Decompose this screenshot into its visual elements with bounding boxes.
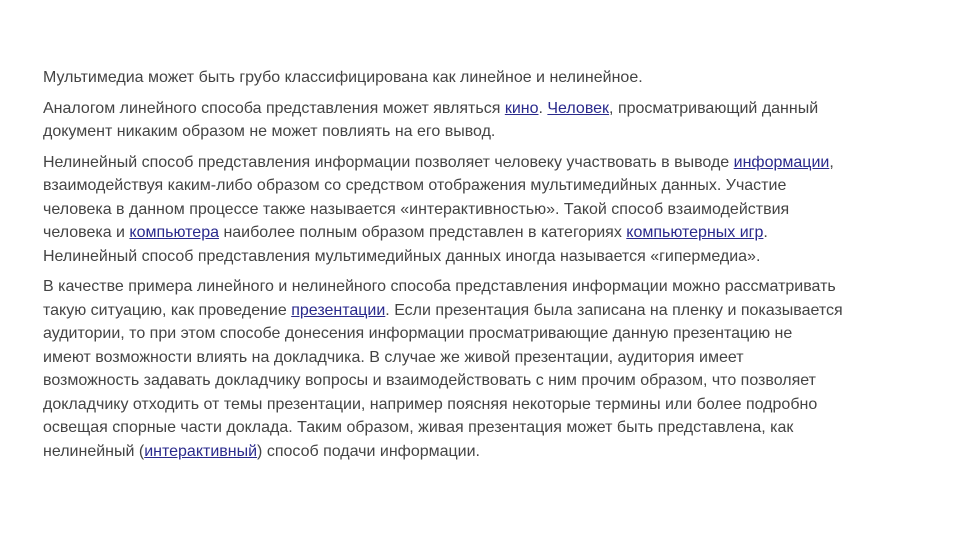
text-segment: человека и (43, 224, 130, 241)
hyperlink[interactable]: интерактивный (144, 442, 258, 460)
hyperlink[interactable]: компьютера (129, 224, 219, 241)
text-segment: нелинейный ( (43, 442, 145, 460)
hyperlink[interactable]: Человек (547, 99, 610, 117)
text-segment: . (763, 224, 768, 241)
text-line (43, 369, 920, 393)
text-line (43, 322, 920, 346)
text-segment: наиболее полным образом представлен в категориях (219, 224, 627, 241)
text-segment: документ никаким образом не может повлиять на его вывод. (43, 123, 496, 140)
text-segment: Нелинейный способ представления информации позволяет человеку участвовать в выводе (43, 153, 734, 171)
text-line (43, 346, 920, 370)
text-segment: имеют возможности влиять на докладчика. В случае же живой презентации, аудитория имеет (43, 348, 744, 366)
text-line (43, 120, 920, 144)
text-line (43, 151, 920, 175)
text-line (43, 174, 920, 198)
text-segment: взаимодействуя каким-либо образом со средством отображения мультимедийных данных. Участие (43, 177, 787, 194)
text-line (43, 66, 920, 90)
text-segment: ) способ подачи информации. (257, 442, 480, 460)
paragraph-3 (43, 151, 920, 269)
hyperlink[interactable]: презентации (291, 301, 386, 319)
text-line (43, 393, 920, 417)
text-segment: . Если презентация была записана на пленку и показывается (385, 301, 843, 319)
text-line (43, 275, 920, 299)
text-segment: аудитории, то при этом способе донесения информации просматривающие данную презентацию не (43, 325, 793, 342)
hyperlink[interactable]: информации (733, 153, 830, 171)
text-line (43, 198, 920, 222)
text-segment: такую ситуацию, как проведение (43, 301, 292, 319)
text-line (43, 299, 920, 323)
text-segment: Нелинейный способ представления мультимедийных данных иногда называется «гипермедиа». (43, 247, 761, 265)
text-segment: Аналогом линейного способа представления может являться (43, 99, 505, 117)
text-segment: . (538, 99, 548, 117)
text-segment: возможность задавать докладчику вопросы и взаимодействовать с ним прочим образом, что позволяет (43, 372, 816, 389)
text-line (43, 416, 920, 440)
paragraph-2 (43, 97, 920, 144)
text-line (43, 97, 920, 121)
text-line (43, 221, 920, 245)
hyperlink[interactable]: компьютерных игр (626, 224, 764, 241)
paragraph-1 (43, 66, 920, 90)
text-segment: В качестве примера линейного и нелинейного способа представления информации можно рассматривать (43, 278, 836, 295)
text-segment: докладчику отходить от темы презентации, например поясняя некоторые термины или более подробно (43, 395, 818, 413)
text-segment: , (829, 153, 834, 171)
paragraph-4 (43, 275, 920, 463)
text-segment: Мультимедиа может быть грубо классифицирована как линейное и нелинейное. (43, 69, 643, 86)
text-line (43, 245, 920, 269)
document-body (43, 66, 920, 463)
text-segment: человека в данном процессе также называется «интерактивностью». Такой способ взаимодействия (43, 200, 790, 218)
text-segment: , просматривающий данный (609, 99, 819, 117)
hyperlink[interactable]: кино (504, 99, 539, 117)
text-line (43, 440, 920, 464)
text-segment: освещая спорные части доклада. Таким образом, живая презентация может быть представлена, как (43, 419, 794, 436)
